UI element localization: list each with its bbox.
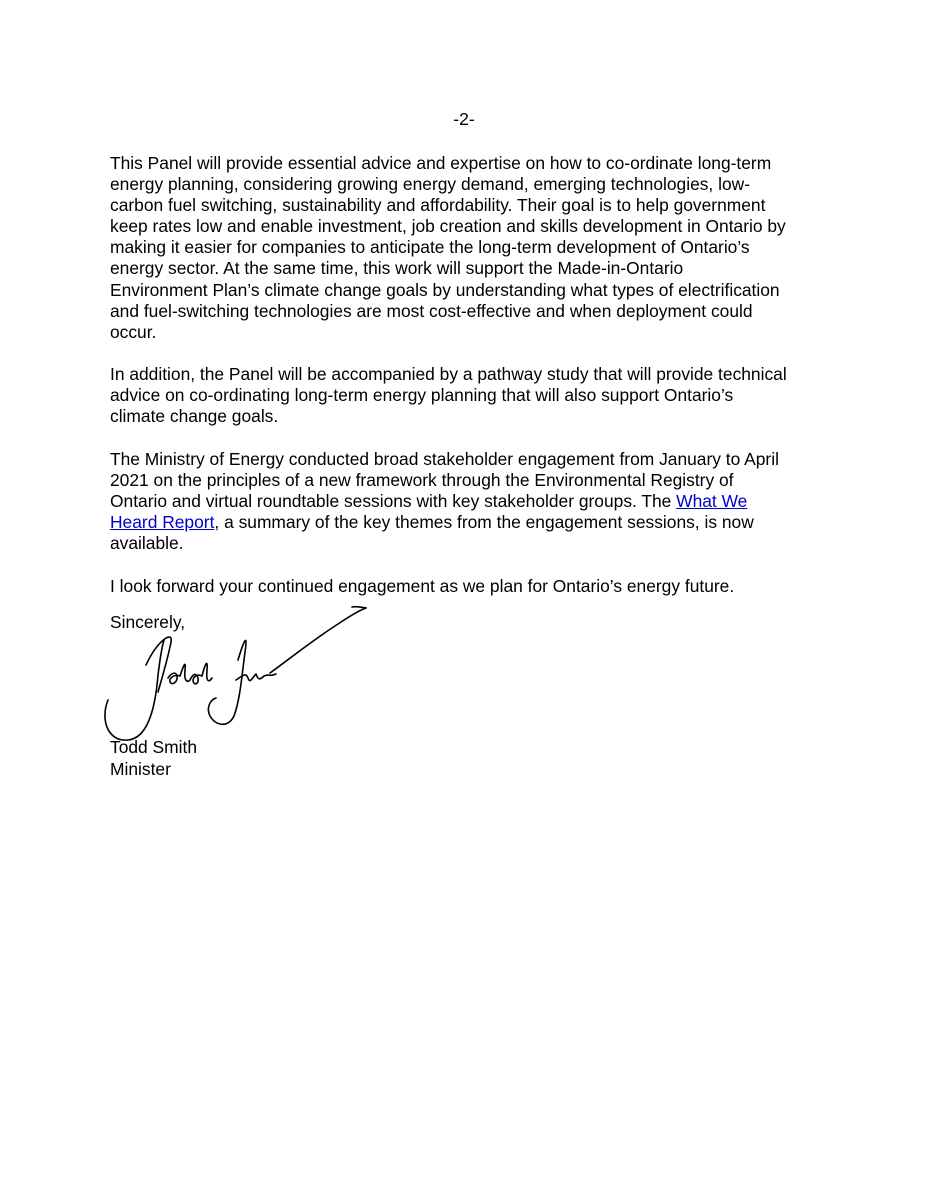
what-we-heard-report-link-continued[interactable]: Heard Report: [110, 512, 215, 533]
text-line: energy planning, considering growing energy demand, emerging technologies, low-: [110, 174, 750, 195]
text-line: climate change goals.: [110, 406, 279, 427]
paragraph-stakeholder-engagement: [110, 449, 826, 554]
text-line: available.: [110, 533, 184, 554]
text-line: I look forward your continued engagement as we plan for Ontario’s energy future.: [110, 575, 735, 596]
text-line: 2021 on the principles of a new framework through the Environmental Registry of: [110, 470, 734, 490]
text-line: keep rates low and enable investment, job creation and skills development in Ontario by: [110, 216, 786, 237]
text-line: and fuel-switching technologies are most cost-effective and when deployment could: [110, 300, 753, 321]
text-line: Environment Plan’s climate change goals by understanding what types of electrification: [110, 279, 780, 300]
text-line: making it easier for companies to anticipate the long-term development of Ontario’s: [110, 237, 750, 258]
text-line: [110, 491, 826, 512]
text-segment: , a summary of the key themes from the engagement sessions, is now: [214, 512, 754, 533]
letter-body: [110, 153, 826, 618]
text-line: This Panel will provide essential advice and expertise on how to co-ordinate long-term: [110, 153, 772, 173]
signer-name: Todd Smith: [110, 737, 197, 757]
text-line: The Ministry of Energy conducted broad stakeholder engagement from January to April: [110, 448, 779, 469]
text-line: occur.: [110, 321, 157, 342]
text-line: [110, 512, 826, 533]
text-line: In addition, the Panel will be accompanied by a pathway study that will provide technical: [110, 364, 787, 385]
signer-block: [110, 737, 197, 780]
text-line: energy sector. At the same time, this work will support the Made-in-Ontario: [110, 258, 684, 279]
handwritten-signature: [98, 580, 378, 750]
paragraph-panel-advice: [110, 153, 826, 343]
what-we-heard-report-link[interactable]: What We: [676, 491, 748, 512]
signer-title: Minister: [110, 758, 171, 779]
paragraph-pathway-study: [110, 364, 826, 427]
text-line: advice on co-ordinating long-term energy planning that will also support Ontario’s: [110, 385, 734, 406]
text-segment: Ontario and virtual roundtable sessions with key stakeholder groups. The: [110, 491, 677, 512]
page-number: -2-: [453, 109, 475, 129]
closing-salutation: Sincerely,: [110, 612, 186, 632]
text-line: carbon fuel switching, sustainability and affordability. Their goal is to help government: [110, 195, 766, 216]
